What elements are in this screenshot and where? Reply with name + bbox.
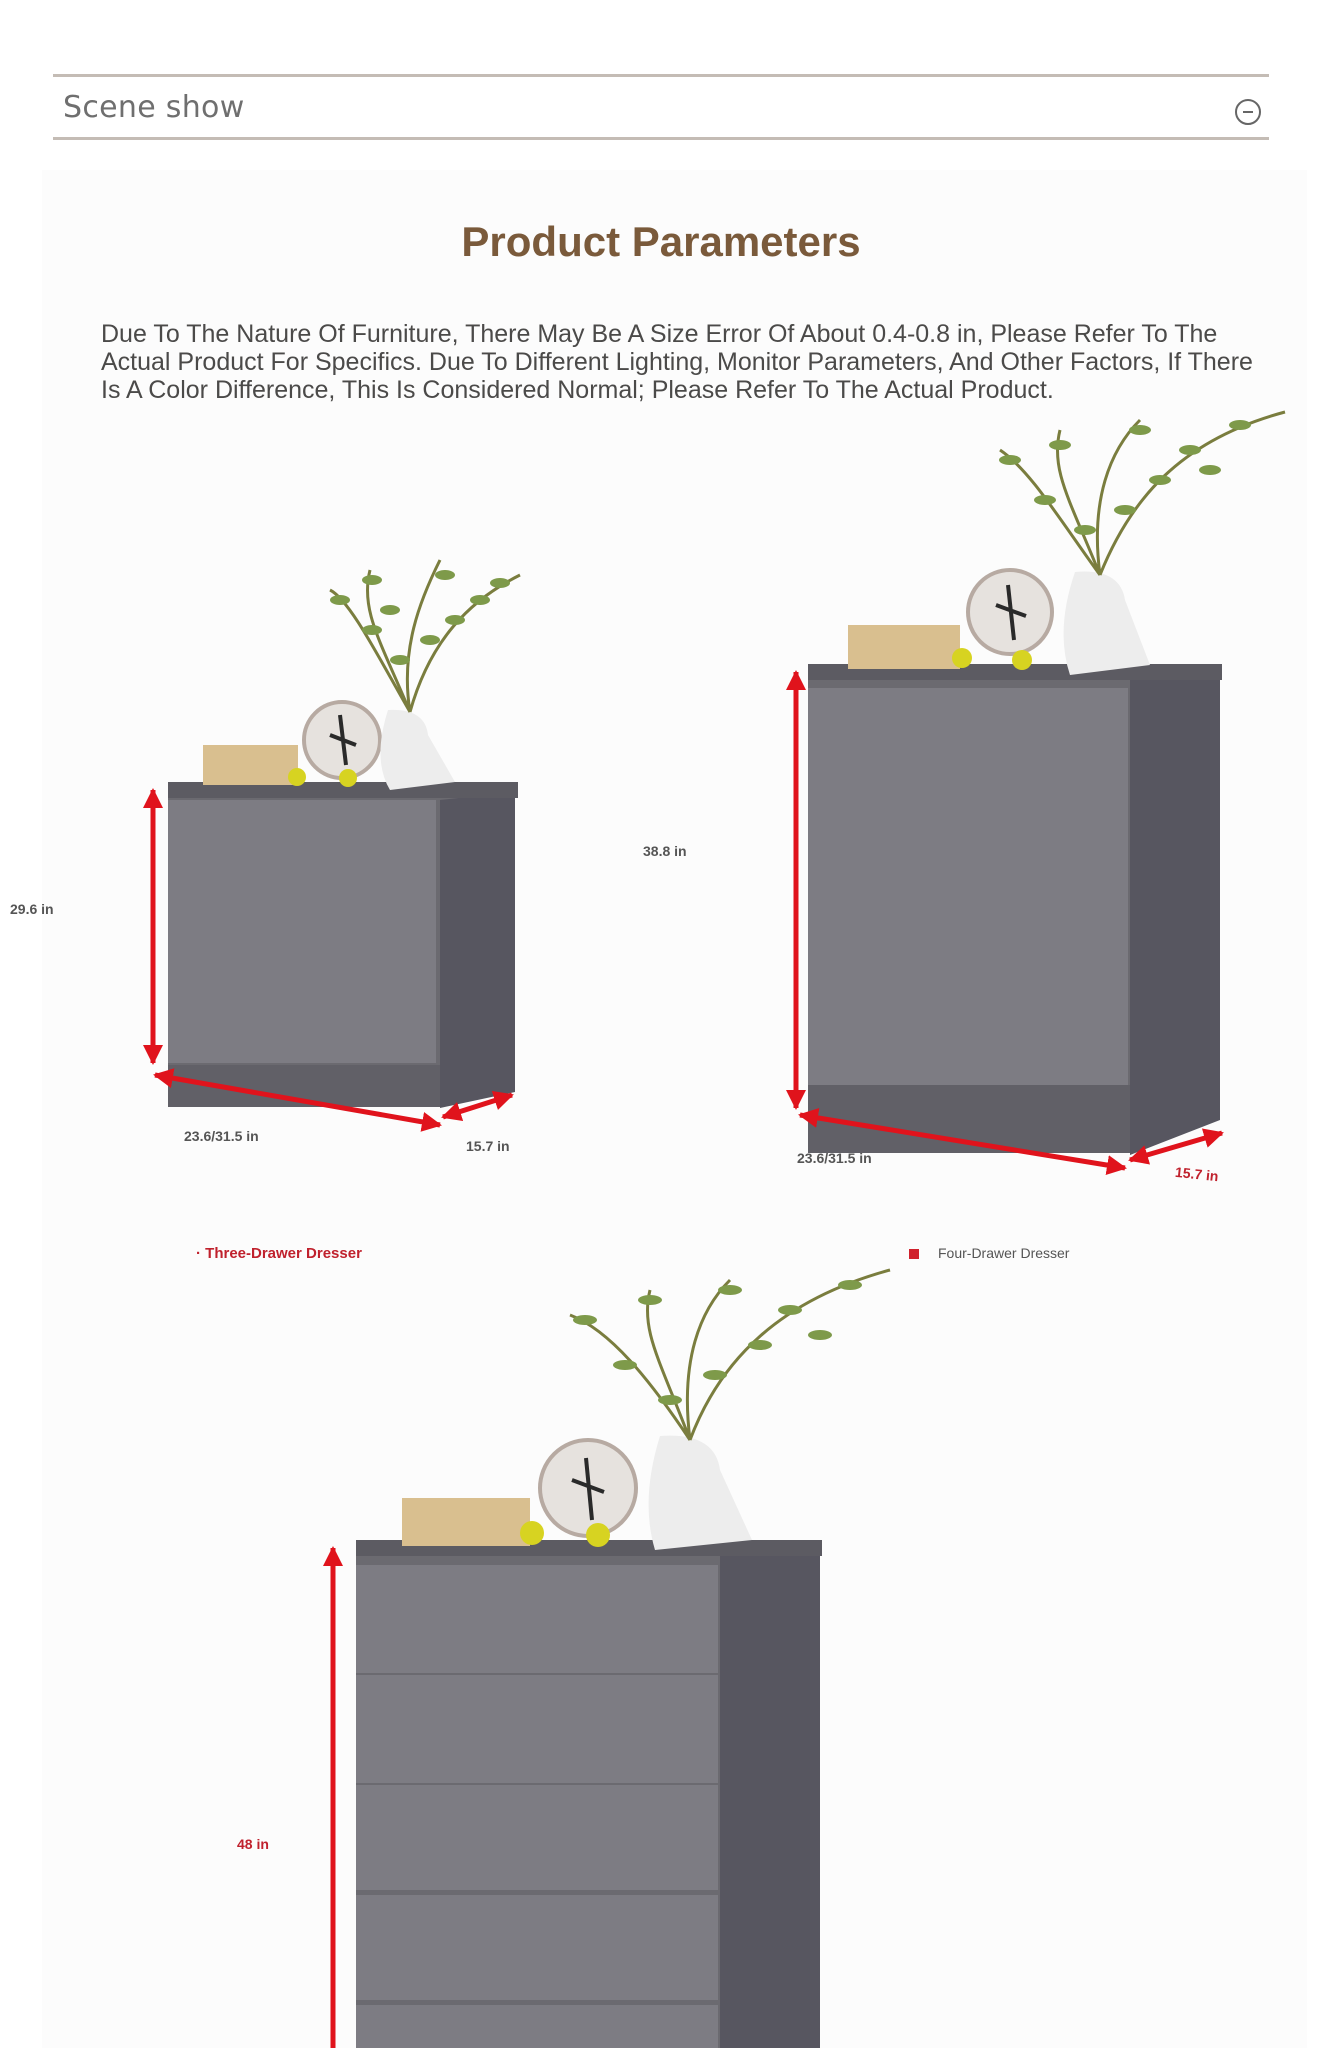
three-drawer-caption: · Three-Drawer Dresser bbox=[196, 1245, 362, 1262]
three-drawer-height-label: 29.6 in bbox=[10, 901, 54, 917]
three-drawer-width-label: 23.6/31.5 in bbox=[184, 1128, 259, 1144]
tall-dresser-image bbox=[333, 1270, 890, 2048]
three-drawer-dresser-image bbox=[153, 560, 520, 1125]
four-drawer-caption: Four-Drawer Dresser bbox=[938, 1245, 1070, 1261]
four-drawer-depth-label: 15.7 in bbox=[1174, 1163, 1220, 1185]
four-drawer-width-label: 23.6/31.5 in bbox=[797, 1150, 872, 1166]
four-drawer-dresser-image bbox=[796, 412, 1285, 1168]
section-title: Scene show bbox=[63, 90, 245, 125]
caption-bullet-icon bbox=[909, 1249, 919, 1259]
four-drawer-height-label: 38.8 in bbox=[643, 843, 687, 859]
tall-dresser-height-label: 48 in bbox=[237, 1836, 269, 1852]
page-title: Product Parameters bbox=[461, 218, 861, 265]
three-drawer-depth-label: 15.7 in bbox=[466, 1138, 510, 1154]
disclaimer-text: Due To The Nature Of Furniture, There May Be A Size Error Of About 0.4-0.8 in, Please Refer To The Actual Product For Specifics. Due To Different Lighting, Monitor Parameters, And Other Factors, If There Is A Color Difference, This Is Considered Normal; Please Refer To The Actual Product. bbox=[101, 320, 1253, 404]
